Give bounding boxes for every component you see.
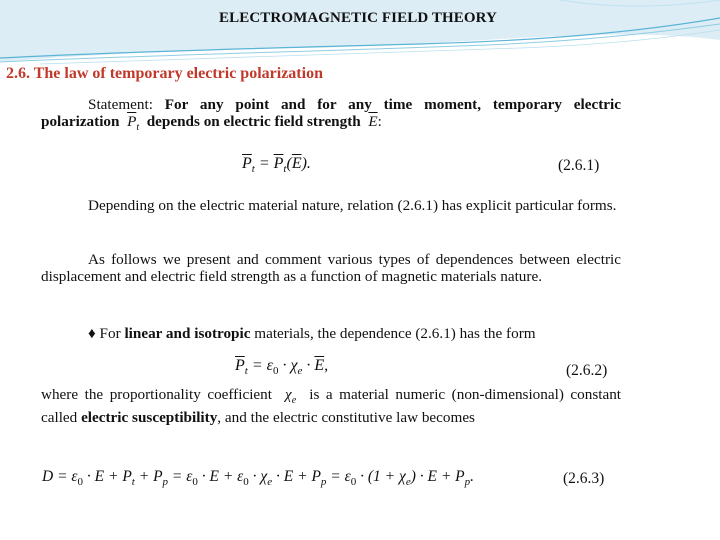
statement-bold-part-2: depends on electric field strength (146, 113, 361, 130)
paragraph-dependences: As follows we present and comment various types of dependences between electric displacement and electric field strength as a function of magnetic materials nature. (41, 251, 621, 285)
equation-number-2-6-1: (2.6.1) (558, 157, 600, 174)
bullet-linear-isotropic: ♦ For linear and isotropic materials, the dependence (2.6.1) has the form (88, 325, 536, 342)
statement-bold-part-1: For any point and for any time moment, temporary electric polarization (41, 96, 621, 130)
equation-2-6-1: $\overline{P}_t = \overline{P}_t(\overline{E})$. (242, 155, 311, 176)
statement-paragraph: Statement: For any point and for any time moment, temporary electric polarization $\overline{P}_t$ depends on electric field strength $\overline{E}$: (41, 96, 621, 134)
equation-number-2-6-3: (2.6.3) (563, 470, 605, 487)
section-heading: 2.6. The law of temporary electric polarization (6, 65, 323, 82)
statement-label: Statement: (88, 96, 153, 113)
equation-2-6-2: $\overline{P}_t = \varepsilon_0 \cdot \chi_e \cdot \overline{E}$, (235, 357, 329, 378)
equation-number-2-6-2: (2.6.2) (566, 362, 608, 379)
paragraph-susceptibility: where the proportionality coefficient $\chi_e$ is a material numeric (non-dimensional) constant called electric susceptibility, and the electric constitutive law becomes (41, 386, 622, 427)
slide-header-title: ELECTROMAGNETIC FIELD THEORY (219, 10, 497, 26)
equation-2-6-3: $D = \varepsilon_0 \cdot E + P_t + P_p = \varepsilon_0 \cdot E + \varepsilon_0 \cdot \chi_e \cdot E + P_p = \varepsilon_0 \cdot (1 + \chi_e) \cdot E + P_p$. (42, 468, 475, 489)
paragraph-material-nature: Depending on the electric material nature, relation (2.6.1) has explicit particular forms. (88, 197, 617, 214)
